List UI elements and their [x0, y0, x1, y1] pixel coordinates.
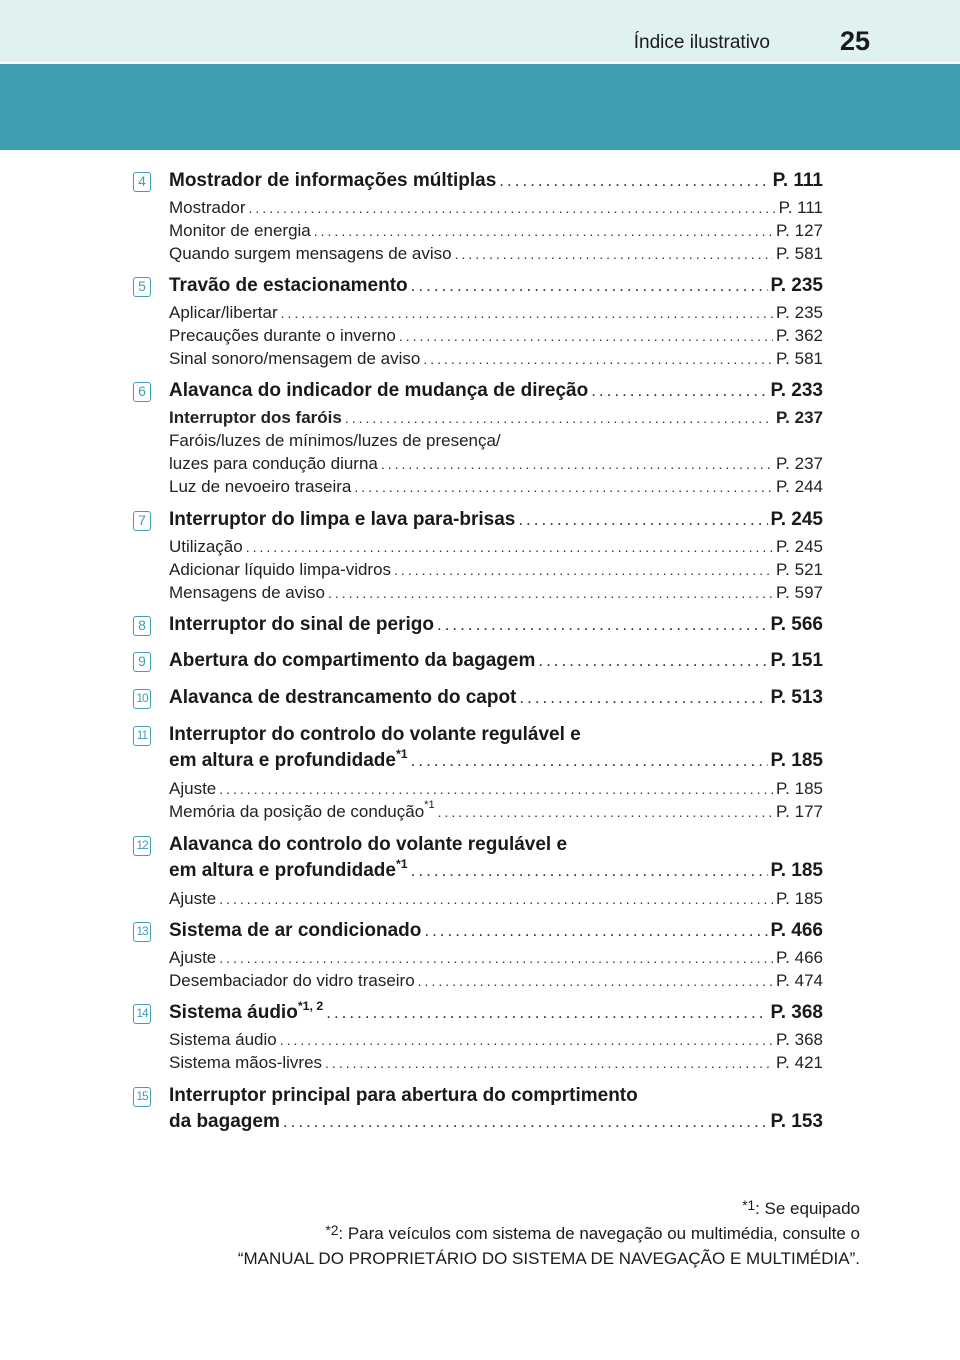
- index-entry-main[interactable]: Sistema áudio$^{*1, 2}$ ..... P. 368: [169, 1002, 823, 1028]
- index-entry-main[interactable]: em altura e profundidade$^{*1}$ ..... P. 185: [169, 750, 823, 776]
- section-number-badge: 4: [133, 172, 151, 192]
- index-entry-main[interactable]: em altura e profundidade$^{*1}$ ..... P. 185: [169, 860, 823, 886]
- section-number-badge: 12: [133, 836, 151, 856]
- index-entry-main[interactable]: Abertura do compartimento da bagagem ..... P. 151: [169, 650, 823, 676]
- section-number-badge: 11: [133, 726, 151, 746]
- section-number-badge: 7: [133, 511, 151, 531]
- index-entry-sub[interactable]: Quando surgem mensagens de aviso ..... P. 581: [169, 244, 823, 268]
- index-entry-sub-line1: Faróis/luzes de mínimos/luzes de presença/: [169, 431, 501, 450]
- index-entry-sub[interactable]: Sistema áudio ..... P. 368: [169, 1030, 823, 1054]
- footnote-1: $^{*1}$: Se equipado: [742, 1197, 860, 1218]
- index-entry-sub[interactable]: Aplicar/libertar ..... P. 235: [169, 303, 823, 327]
- header-title: Índice ilustrativo: [633, 32, 770, 53]
- index-entry-main[interactable]: Alavanca de destrancamento do capot ..... P. 513: [169, 687, 823, 713]
- index-entry-main[interactable]: Travão de estacionamento ..... P. 235: [169, 275, 823, 301]
- index-entry-sub[interactable]: Ajuste ..... P. 466: [169, 948, 823, 972]
- footnotes: [238, 1196, 860, 1271]
- entry-title-line1: Interruptor principal para abertura do comprtimento: [169, 1085, 638, 1106]
- index-entry-main[interactable]: da bagagem ..... P. 153: [169, 1111, 823, 1137]
- index-entry-sub[interactable]: Monitor de energia ..... P. 127: [169, 221, 823, 245]
- index-entry-sub[interactable]: Precauções durante o inverno ..... P. 362: [169, 326, 823, 350]
- index-entry-main[interactable]: Sistema de ar condicionado ..... P. 466: [169, 920, 823, 946]
- index-entry-main[interactable]: Interruptor do sinal de perigo ..... P. 566: [169, 614, 823, 640]
- index-entry-sub[interactable]: Sistema mãos-livres ..... P. 421: [169, 1053, 823, 1077]
- section-number-badge: 9: [133, 652, 151, 672]
- index-entry-sub[interactable]: Luz de nevoeiro traseira ..... P. 244: [169, 477, 823, 501]
- index-entry-main[interactable]: Alavanca do indicador de mudança de direção ..... P. 233: [169, 380, 823, 406]
- index-entry-main[interactable]: Interruptor do limpa e lava para-brisas ..... P. 245: [169, 509, 823, 535]
- index-entry-sub[interactable]: Sinal sonoro/mensagem de aviso ..... P. 581: [169, 349, 823, 373]
- header-band: [0, 64, 960, 150]
- footnote-2-line2: “MANUAL DO PROPRIETÁRIO DO SISTEMA DE NAVEGAÇÃO E MULTIMÉDIA”.: [237, 1249, 860, 1268]
- entry-title-line1: Interruptor do controlo do volante regulável e: [169, 724, 581, 745]
- section-number-badge: 6: [133, 382, 151, 402]
- index-entry-sub[interactable]: Mensagens de aviso ..... P. 597: [169, 583, 823, 607]
- entry-title-line1: Alavanca do controlo do volante regulável e: [169, 834, 568, 855]
- section-number-badge: 13: [133, 922, 151, 942]
- index-entry-sub[interactable]: Ajuste ..... P. 185: [169, 779, 823, 803]
- index-entry-sub[interactable]: Mostrador ..... P. 111: [169, 198, 823, 222]
- index-entry-sub[interactable]: Ajuste ..... P. 185: [169, 889, 823, 913]
- footnote-2: $^{*2}$: Para veículos com sistema de navegação ou multimédia, consulte o: [325, 1222, 860, 1243]
- section-number-badge: 15: [133, 1087, 151, 1107]
- section-number-badge: 5: [133, 277, 151, 297]
- index-entry-sub[interactable]: Adicionar líquido limpa-vidros ..... P. 521: [169, 560, 823, 584]
- entry-title: Mostrador de informações múltiplas: [169, 170, 497, 191]
- index-entry-sub[interactable]: Desembaciador do vidro traseiro ..... P. 474: [169, 971, 823, 995]
- page-number: 25: [840, 26, 871, 56]
- section-number-badge: 14: [133, 1004, 151, 1024]
- index-entry-sub[interactable]: luzes para condução diurna ..... P. 237: [169, 454, 823, 478]
- section-number-badge: 8: [133, 616, 151, 636]
- index-entry-sub[interactable]: Memória da posição de condução$^{*1}$ ..... P. 177: [169, 802, 823, 826]
- header-strip: [0, 0, 960, 62]
- index-entry-subheading[interactable]: Interruptor dos faróis ..... P. 237: [169, 408, 823, 432]
- section-number-badge: 10: [133, 689, 151, 709]
- index-entry-main[interactable]: [169, 170, 823, 196]
- entry-page: P. 111: [772, 170, 823, 191]
- index-entry-sub[interactable]: Utilização ..... P. 245: [169, 537, 823, 561]
